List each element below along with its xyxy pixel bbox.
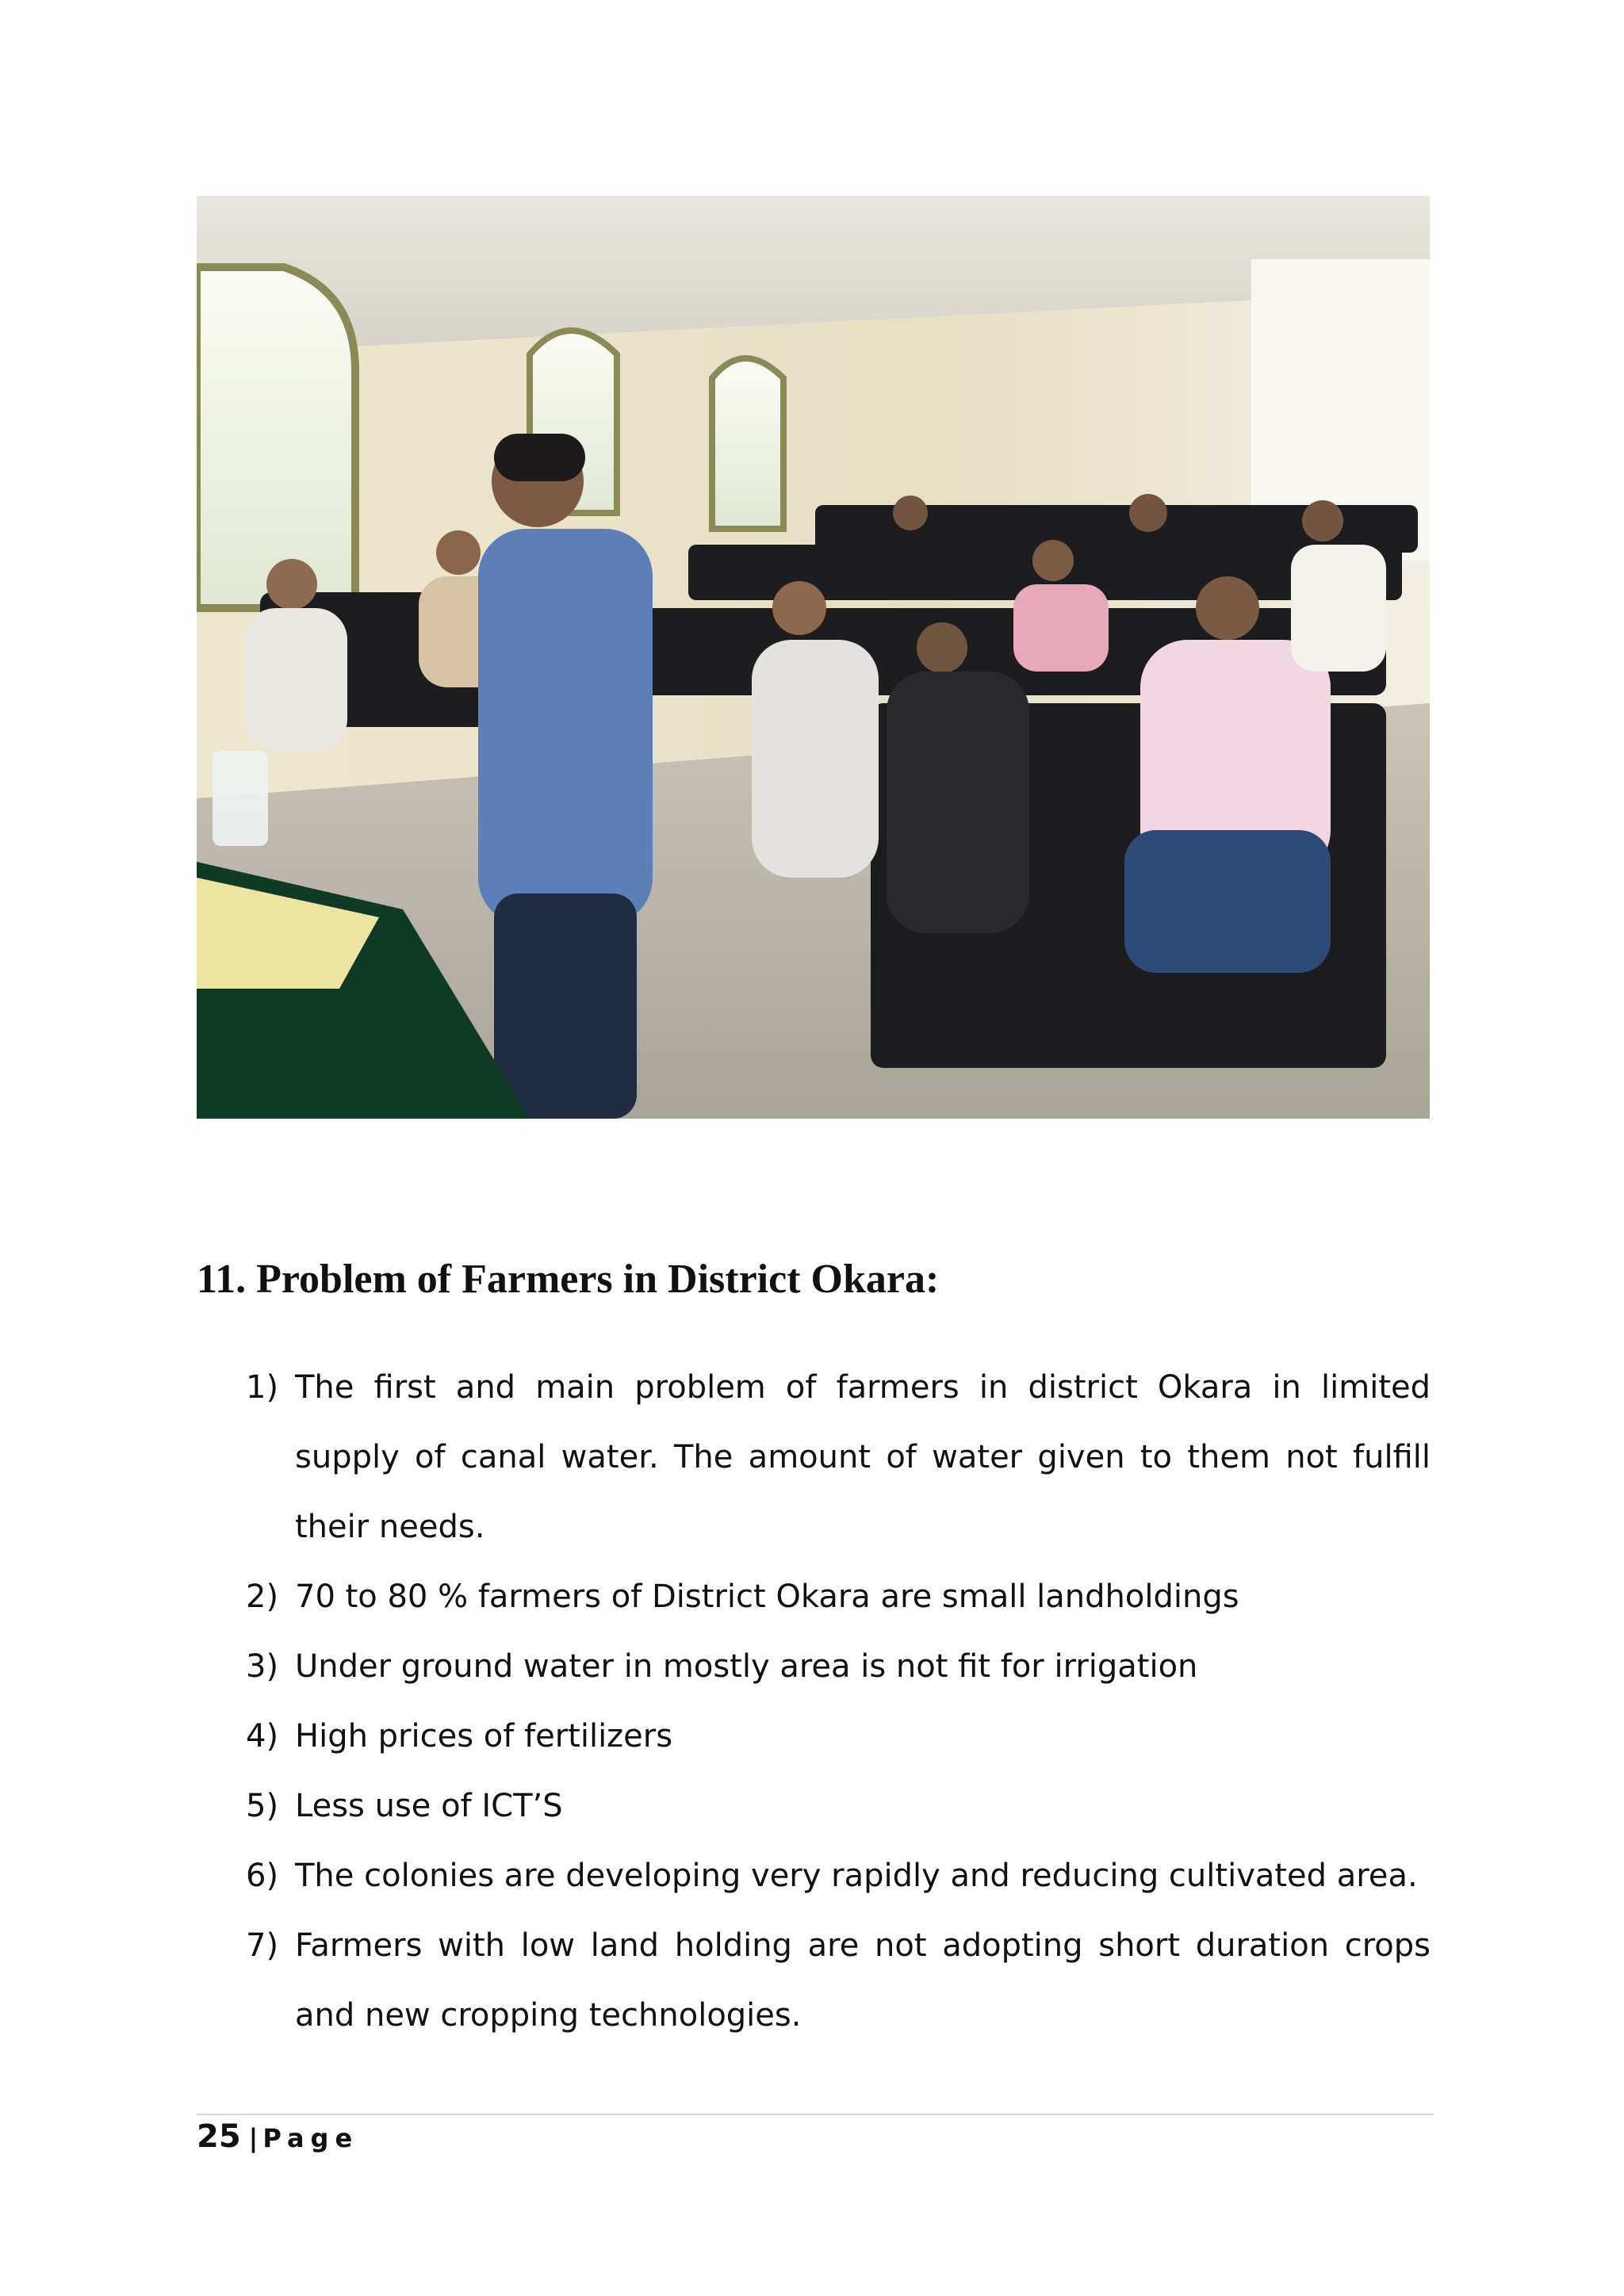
list-item-text: 70 to 80 % farmers of District Okara are small landholdings [295, 1578, 1239, 1615]
list-item [238, 1701, 1431, 1771]
page-separator: | [248, 2123, 259, 2153]
list-item [238, 1841, 1431, 1911]
list-item-number: 3) [246, 1648, 279, 1685]
list-item [238, 1911, 1431, 2050]
list-item [238, 1632, 1431, 1701]
list-item-number: 6) [246, 1858, 279, 1894]
list-item-text: Under ground water in mostly area is not fit for irrigation [295, 1648, 1198, 1685]
list-item [238, 1771, 1431, 1841]
list-item-text: High prices of fertilizers [295, 1718, 673, 1755]
list-item-text: The first and main problem of farmers in district Okara in limited supply of canal water. The amount of water given to them not fulfill their needs. [295, 1369, 1431, 1545]
list-item [238, 1353, 1431, 1562]
list-item-number: 5) [246, 1788, 279, 1824]
farmers-meeting-photo [197, 196, 1430, 1119]
footer-divider [197, 2114, 1434, 2115]
list-item-text: Less use of ICT’S [295, 1788, 563, 1824]
page-label: Page [262, 2123, 359, 2153]
section-heading: 11. Problem of Farmers in District Okara: [197, 1257, 940, 1302]
page-number: 25 [197, 2118, 241, 2155]
list-item-number: 7) [246, 1927, 279, 1964]
list-item-number: 2) [246, 1578, 279, 1615]
problem-list [238, 1353, 1431, 2050]
list-item-text: The colonies are developing very rapidly and reducing cultivated area. [295, 1858, 1418, 1894]
list-item [238, 1562, 1431, 1632]
page-footer [197, 2118, 358, 2166]
list-item-text: Farmers with low land holding are not adopting short duration crops and new cropping technologies. [295, 1927, 1431, 2034]
list-item-number: 4) [246, 1718, 279, 1755]
list-item-number: 1) [246, 1369, 279, 1406]
